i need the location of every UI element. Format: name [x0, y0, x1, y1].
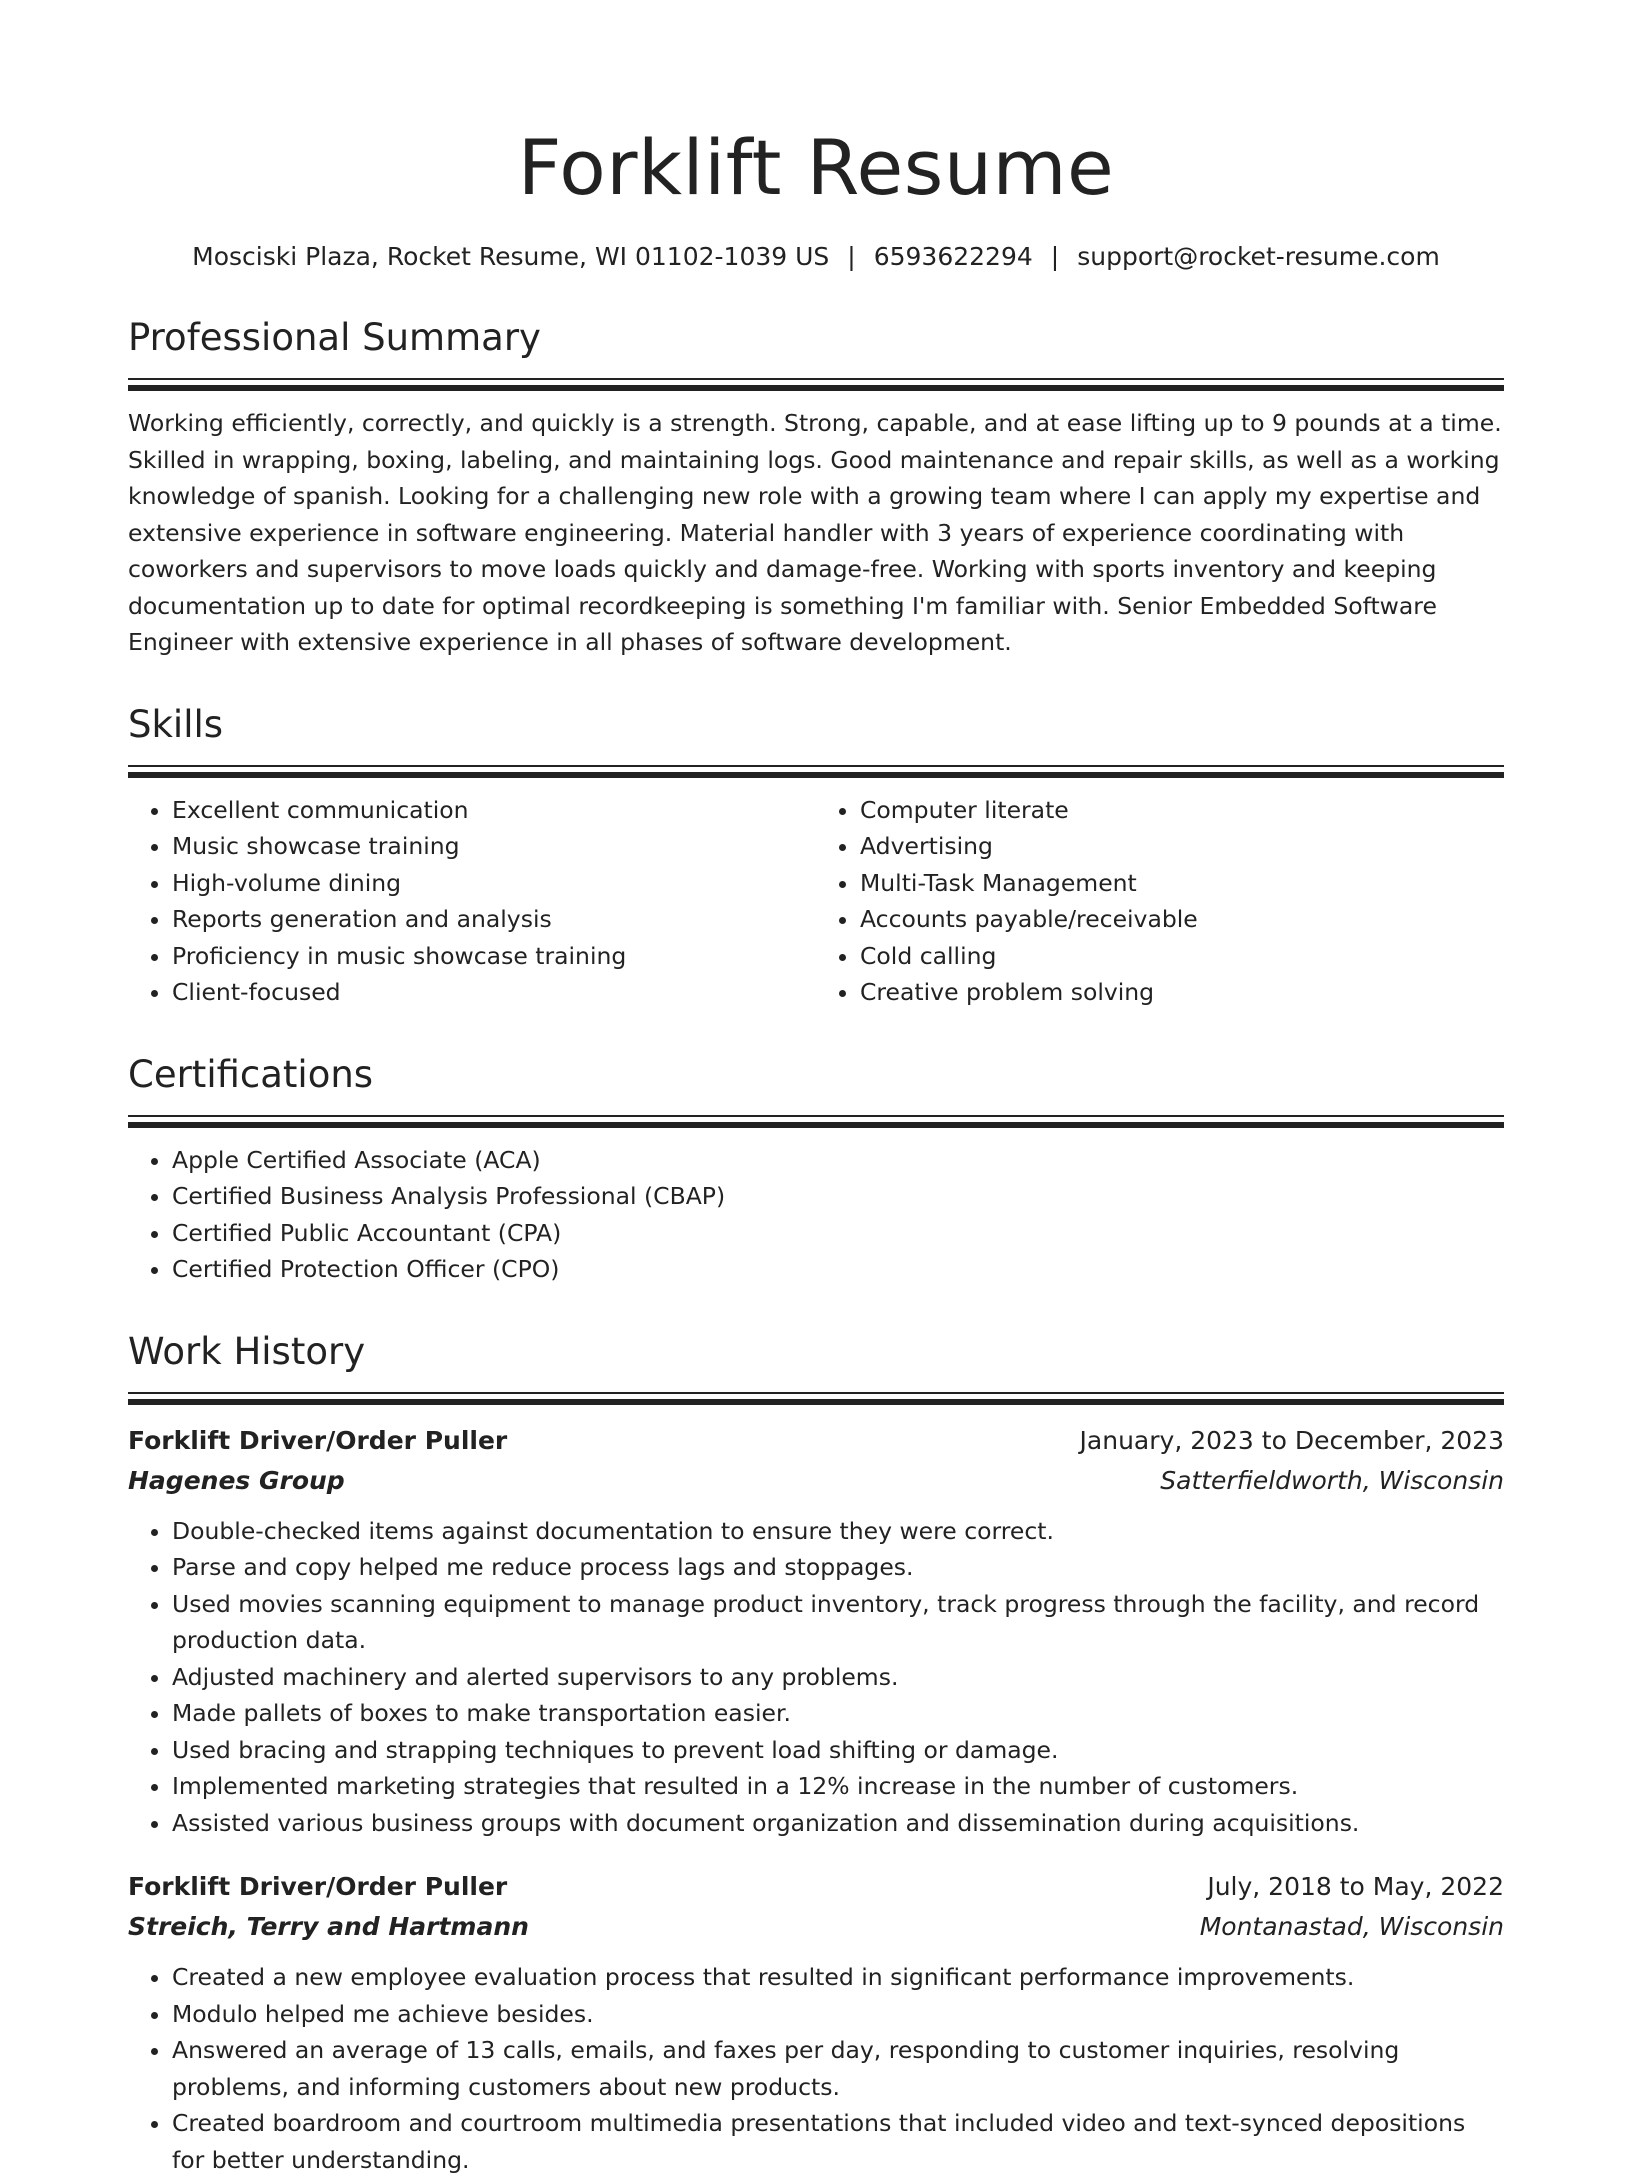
skill-item: • Computer literate — [860, 792, 1504, 829]
contact-address: Mosciski Plaza, Rocket Resume, WI 01102-1039 US — [192, 242, 830, 271]
job-bullet: • Modulo helped me achieve besides. — [172, 1996, 1504, 2033]
job-location: Montanastad, Wisconsin — [1199, 1912, 1504, 1941]
job-bullet: • Adjusted machinery and alerted supervisors to any problems. — [172, 1659, 1504, 1696]
job-bullet: • Created boardroom and courtroom multimedia presentations that included video and text-synced depositions for better understanding. — [172, 2105, 1504, 2178]
skill-item: • Creative problem solving — [860, 974, 1504, 1011]
job-company: Streich, Terry and Hartmann — [128, 1912, 529, 1941]
skill-item: • Cold calling — [860, 938, 1504, 975]
skill-item: • Accounts payable/receivable — [860, 901, 1504, 938]
section-title-work-history: Work History — [128, 1329, 366, 1373]
contact-email: support@rocket-resume.com — [1077, 242, 1440, 271]
section-divider — [128, 765, 1504, 778]
job-bullet: • Used bracing and strapping techniques to prevent load shifting or damage. — [172, 1732, 1504, 1769]
certifications-list — [128, 1142, 1504, 1288]
contact-phone: 6593622294 — [873, 242, 1033, 271]
job-bullets — [128, 1959, 1504, 2178]
skills-left-list — [128, 792, 816, 1011]
section-divider — [128, 1115, 1504, 1128]
certification-item: • Certified Business Analysis Professional (CBAP) — [172, 1178, 1504, 1215]
contact-separator: | — [1050, 242, 1060, 271]
job-bullets — [128, 1513, 1504, 1842]
skills-columns — [128, 792, 1504, 1011]
contact-line — [128, 240, 1504, 274]
job-company-row — [128, 1461, 1504, 1501]
job-location: Satterfieldworth, Wisconsin — [1160, 1465, 1504, 1495]
job-bullet: • Implemented marketing strategies that resulted in a 12% increase in the number of customers. — [172, 1768, 1504, 1805]
skill-item: • Proficiency in music showcase training — [172, 938, 816, 975]
job-company: Hagenes Group — [128, 1465, 345, 1495]
section-divider — [128, 1392, 1504, 1405]
job-bullet: • Made pallets of boxes to make transportation easier. — [172, 1695, 1504, 1732]
job-bullet: • Double-checked items against documentation to ensure they were correct. — [172, 1513, 1504, 1550]
certification-item: • Apple Certified Associate (ACA) — [172, 1142, 1504, 1179]
skill-item: • Reports generation and analysis — [172, 901, 816, 938]
job-bullet: • Parse and copy helped me reduce process lags and stoppages. — [172, 1549, 1504, 1586]
job-entry — [128, 1867, 1504, 2178]
skill-item: • Music showcase training — [172, 828, 816, 865]
skill-item: • Advertising — [860, 828, 1504, 865]
section-divider — [128, 378, 1504, 391]
resume-page — [128, 0, 1504, 2178]
contact-separator: | — [847, 242, 856, 271]
section-title-skills: Skills — [128, 702, 224, 746]
job-dates: July, 2018 to May, 2022 — [1207, 1872, 1504, 1901]
certification-item: • Certified Protection Officer (CPO) — [172, 1251, 1504, 1288]
job-company-row — [128, 1907, 1504, 1947]
job-header-row — [128, 1867, 1504, 1907]
job-bullet: • Created a new employee evaluation process that resulted in significant performance improvements. — [172, 1959, 1504, 1996]
job-title: Forklift Driver/Order Puller — [128, 1425, 508, 1455]
job-header-row — [128, 1421, 1504, 1461]
section-title-certifications: Certifications — [128, 1052, 374, 1096]
skill-item: • Multi-Task Management — [860, 865, 1504, 902]
job-bullet: • Answered an average of 13 calls, emails, and faxes per day, responding to customer inquiries, resolving problems, and informing customers about new products. — [172, 2032, 1504, 2105]
skills-right-list — [816, 792, 1504, 1011]
section-title-summary: Professional Summary — [128, 316, 541, 359]
certification-item: • Certified Public Accountant (CPA) — [172, 1215, 1504, 1252]
job-entry — [128, 1421, 1504, 1842]
resume-name: Forklift Resume — [517, 123, 1115, 212]
job-title: Forklift Driver/Order Puller — [128, 1872, 508, 1901]
job-dates: January, 2023 to December, 2023 — [1079, 1425, 1504, 1455]
skill-item: • Excellent communication — [172, 792, 816, 829]
job-bullet: • Used movies scanning equipment to manage product inventory, track progress through the facility, and record production data. — [172, 1586, 1504, 1659]
summary-text: Working efficiently, correctly, and quickly is a strength. Strong, capable, and at ease lifting up to 9 pounds at a time. Skilled in wrapping, boxing, labeling, and maintaining logs. Good maintenance and repair skills, as well as a working knowledge of spanish. Looking for a challenging new role with a growing team where I can apply my expertise and extensive experience in software engineering. Material handler with 3 years of experience coordinating with coworkers and supervisors to move loads quickly and damage-free. Working with sports inventory and keeping documentation up to date for optimal recordkeeping is something I'm familiar with. Senior Embedded Software Engineer with extensive experience in all phases of software development. — [128, 409, 1502, 656]
skill-item: • High-volume dining — [172, 865, 816, 902]
skill-item: • Client-focused — [172, 974, 816, 1011]
job-bullet: • Assisted various business groups with document organization and dissemination during acquisitions. — [172, 1805, 1504, 1842]
